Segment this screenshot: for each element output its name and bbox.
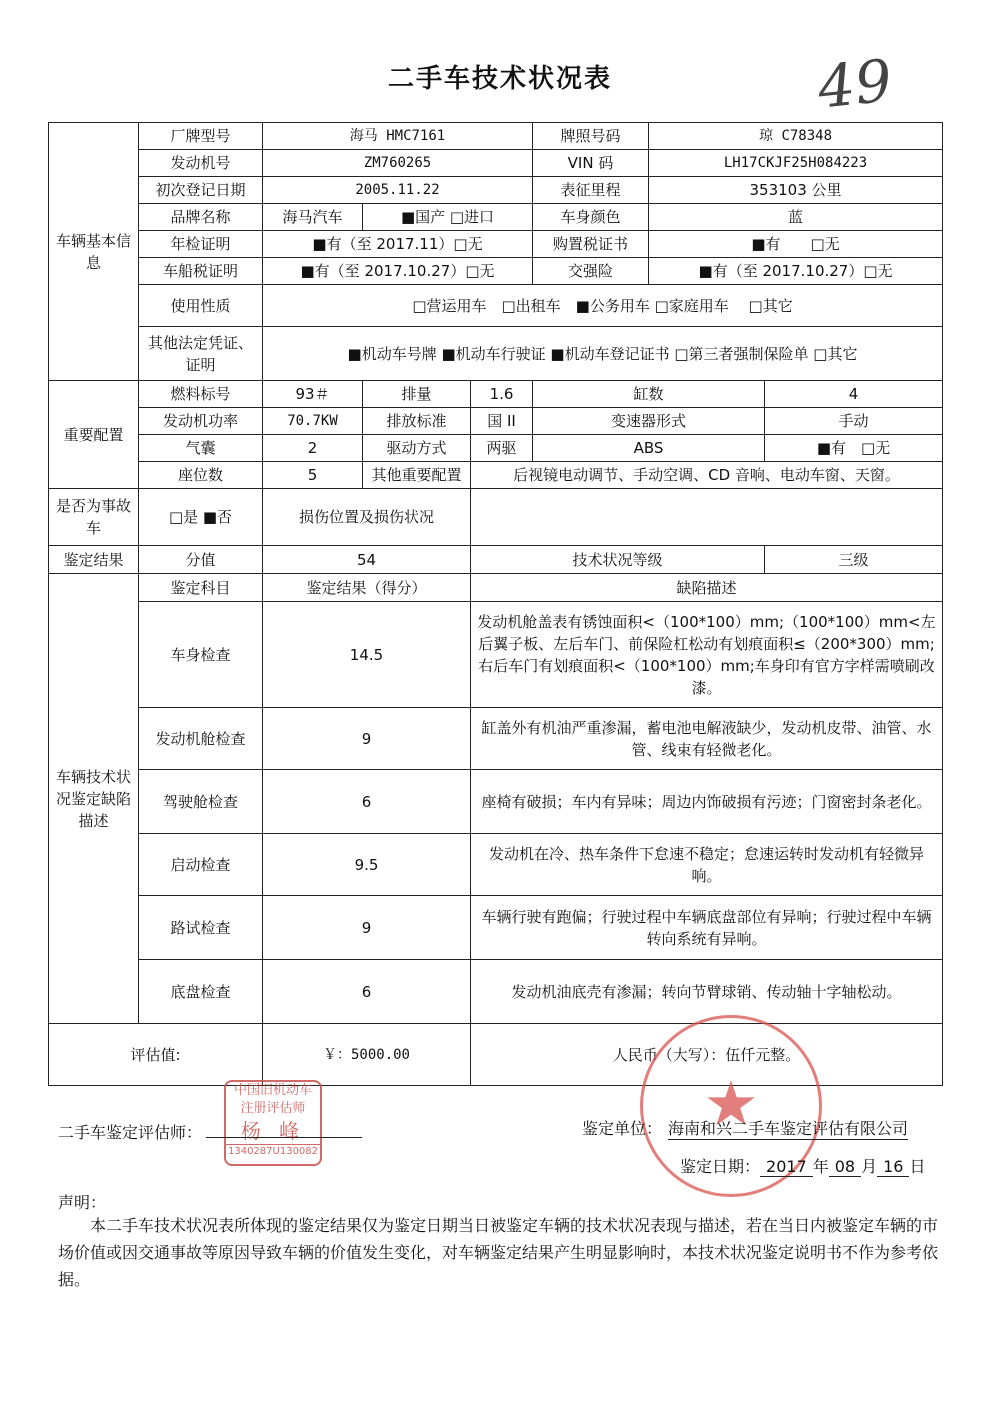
section-defects: 车辆技术状况鉴定缺陷描述 xyxy=(49,574,139,1024)
date-month-suffix: 月 xyxy=(861,1157,878,1176)
mileage-value: 353103 公里 xyxy=(649,177,943,204)
first-reg-label: 初次登记日期 xyxy=(139,177,263,204)
seats-value: 5 xyxy=(263,462,363,489)
technical-status-table xyxy=(48,122,943,1086)
defect-item: 驾驶舱检查 xyxy=(139,770,263,834)
engine-no-label: 发动机号 xyxy=(139,150,263,177)
abs-label: ABS xyxy=(533,435,765,462)
airbag-value: 2 xyxy=(263,435,363,462)
defect-desc: 发动机油底壳有渗漏；转向节臂球销、传动轴十字轴松动。 xyxy=(471,960,943,1024)
engine-no-value: ZM760265 xyxy=(263,150,533,177)
defect-item: 启动检查 xyxy=(139,834,263,896)
vessel-tax-label: 车船税证明 xyxy=(139,258,263,285)
drive-value: 两驱 xyxy=(471,435,533,462)
section-accident: 是否为事故车 xyxy=(49,489,139,546)
defect-item: 底盘检查 xyxy=(139,960,263,1024)
compulsory-ins-label: 交强险 xyxy=(533,258,649,285)
col-item-header: 鉴定科目 xyxy=(139,574,263,602)
usage-value: □营运用车 □出租车 ■公务用车 □家庭用车 □其它 xyxy=(263,285,943,327)
displacement-label: 排量 xyxy=(363,381,471,408)
plate-value: 琼 C78348 xyxy=(649,123,943,150)
date-day: 16 xyxy=(877,1157,909,1177)
inspection-value: ■有（至 2017.11）□无 xyxy=(263,231,533,258)
purchase-tax-value: ■有 □无 xyxy=(649,231,943,258)
mileage-label: 表征里程 xyxy=(533,177,649,204)
col-desc-header: 缺陷描述 xyxy=(471,574,943,602)
appraiser-label: 二手车鉴定评估师： xyxy=(58,1123,203,1142)
star-icon: ★ xyxy=(703,1067,759,1140)
abs-value: ■有 □无 xyxy=(765,435,943,462)
date-day-suffix: 日 xyxy=(909,1157,926,1176)
usage-label: 使用性质 xyxy=(139,285,263,327)
defect-score: 9 xyxy=(263,708,471,770)
defect-desc: 座椅有破损；车内有异味；周边内饰破损有污迹；门窗密封条老化。 xyxy=(471,770,943,834)
vin-value: LH17CKJF25H084223 xyxy=(649,150,943,177)
declaration-body: 本二手车技术状况表所体现的鉴定结果仅为鉴定日期当日被鉴定车辆的技术状况表现与描述，若在当日内被鉴定车辆的市场价值或因交通事故等原因导致车辆的价值发生变化，对车辆鉴定结果产生明显影响时，本技术状况鉴定说明书不作为参考依据。 xyxy=(58,1216,939,1289)
declaration-title: 声明： xyxy=(58,1193,107,1212)
displacement-value: 1.6 xyxy=(471,381,533,408)
score-label: 分值 xyxy=(139,546,263,574)
defect-item: 发动机舱检查 xyxy=(139,708,263,770)
grade-value: 三级 xyxy=(765,546,943,574)
defect-score: 14.5 xyxy=(263,602,471,708)
col-score-header: 鉴定结果（得分） xyxy=(263,574,471,602)
certs-label: 其他法定凭证、证明 xyxy=(139,327,263,381)
handwritten-number: 49 xyxy=(814,46,896,122)
defect-score: 6 xyxy=(263,770,471,834)
first-reg-value: 2005.11.22 xyxy=(263,177,533,204)
appraiser-seal xyxy=(224,1080,322,1166)
accident-choice: □是 ■否 xyxy=(139,489,263,546)
gearbox-value: 手动 xyxy=(765,408,943,435)
section-basic: 车辆基本信息 xyxy=(49,123,139,381)
defect-desc: 发动机舱盖表有锈蚀面积<（100*100）mm;（100*100）mm<左后翼子板、左后车门、前保险杠松动有划痕面积≤（200*300）mm;右后车门有划痕面积<（100*100）mm;车身印有官方字样需喷刷改漆。 xyxy=(471,602,943,708)
compulsory-ins-value: ■有（至 2017.10.27）□无 xyxy=(649,258,943,285)
fuel-value: 93＃ xyxy=(263,381,363,408)
seal-line-1: 中国旧机动车 xyxy=(233,1083,312,1098)
plate-label: 牌照号码 xyxy=(533,123,649,150)
power-value: 70.7KW xyxy=(263,408,363,435)
valuation-words: 人民币（大写）：伍仟元整。 xyxy=(471,1024,943,1086)
purchase-tax-label: 购置税证书 xyxy=(533,231,649,258)
section-config: 重要配置 xyxy=(49,381,139,489)
emission-label: 排放标准 xyxy=(363,408,471,435)
color-value: 蓝 xyxy=(649,204,943,231)
defect-score: 9.5 xyxy=(263,834,471,896)
defect-item: 车身检查 xyxy=(139,602,263,708)
date-month: 08 xyxy=(829,1157,861,1177)
seal-number: 1340287U130082 xyxy=(227,1146,319,1157)
valuation-label: 评估值: xyxy=(49,1024,263,1086)
damage-value xyxy=(471,489,943,546)
brand-model-value: 海马 HMC7161 xyxy=(263,123,533,150)
fuel-label: 燃料标号 xyxy=(139,381,263,408)
other-config-label: 其他重要配置 xyxy=(363,462,471,489)
drive-label: 驱动方式 xyxy=(363,435,471,462)
page-title: 二手车技术状况表 xyxy=(387,64,612,94)
brand-name-value: 海马汽车 xyxy=(263,204,363,231)
signature-line xyxy=(206,1137,362,1138)
damage-label: 损伤位置及损伤状况 xyxy=(263,489,471,546)
date-year-suffix: 年 xyxy=(812,1157,829,1176)
brand-model-label: 厂牌型号 xyxy=(139,123,263,150)
appraisal-date xyxy=(680,1154,926,1177)
grade-label: 技术状况等级 xyxy=(471,546,765,574)
gearbox-label: 变速器形式 xyxy=(533,408,765,435)
vin-label: VIN 码 xyxy=(533,150,649,177)
section-result: 鉴定结果 xyxy=(49,546,139,574)
unit-label: 鉴定单位： xyxy=(582,1119,663,1138)
cylinders-value: 4 xyxy=(765,381,943,408)
score-value: 54 xyxy=(263,546,471,574)
vessel-tax-value: ■有（至 2017.10.27）□无 xyxy=(263,258,533,285)
date-year: 2017 xyxy=(760,1157,813,1177)
other-config-value: 后视镜电动调节、手动空调、CD 音响、电动车窗、天窗。 xyxy=(471,462,943,489)
origin-checkbox: ■国产 □进口 xyxy=(363,204,533,231)
valuation-value: ￥：5000.00 xyxy=(263,1024,471,1086)
defect-desc: 车辆行驶有跑偏；行驶过程中车辆底盘部位有异响；行驶过程中车辆转向系统有异响。 xyxy=(471,896,943,960)
defect-desc: 发动机在冷、热车条件下怠速不稳定；怠速运转时发动机有轻微异响。 xyxy=(471,834,943,896)
defect-score: 9 xyxy=(263,896,471,960)
cylinders-label: 缸数 xyxy=(533,381,765,408)
brand-name-label: 品牌名称 xyxy=(139,204,263,231)
inspection-label: 年检证明 xyxy=(139,231,263,258)
defect-desc: 缸盖外有机油严重渗漏，蓄电池电解液缺少，发动机皮带、油管、水管、线束有轻微老化。 xyxy=(471,708,943,770)
defect-score: 6 xyxy=(263,960,471,1024)
emission-value: 国 II xyxy=(471,408,533,435)
color-label: 车身颜色 xyxy=(533,204,649,231)
seats-label: 座位数 xyxy=(139,462,263,489)
unit-value: 海南和兴二手车鉴定评估有限公司 xyxy=(668,1116,908,1140)
seal-line-2: 注册评估师 xyxy=(240,1101,306,1116)
date-label: 鉴定日期： xyxy=(680,1157,761,1176)
certs-value: ■机动车号牌 ■机动车行驶证 ■机动车登记证书 □第三者强制保险单 □其它 xyxy=(263,327,943,381)
power-label: 发动机功率 xyxy=(139,408,263,435)
defect-item: 路试检查 xyxy=(139,896,263,960)
seal-name: 杨 峰 xyxy=(240,1119,306,1143)
airbag-label: 气囊 xyxy=(139,435,263,462)
